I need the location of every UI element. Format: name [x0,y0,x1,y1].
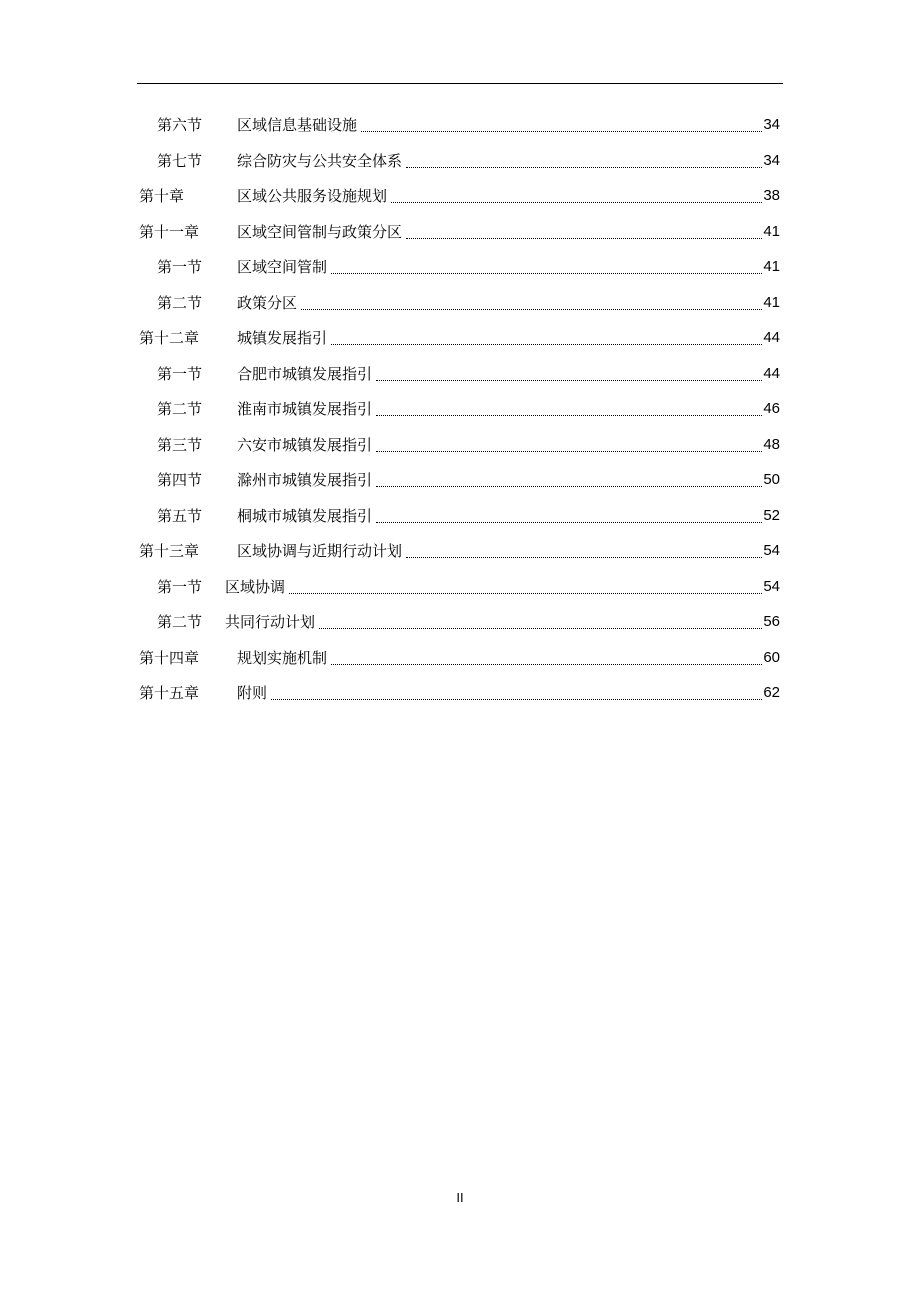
toc-entry-page: 44 [763,329,780,346]
toc-entry-label: 第二节 [157,613,203,631]
toc-entry-label: 第二节 [157,293,203,312]
toc-entry[interactable] [139,676,780,710]
toc-entry[interactable] [157,250,780,284]
toc-entry-page: 41 [763,293,780,311]
toc-entry-label: 第四节 [157,471,203,489]
toc-entry[interactable] [157,499,780,533]
toc-entry-label: 第一节 [157,364,203,383]
toc-dot-leader [376,463,762,497]
page-number: II [456,1190,464,1205]
toc-entry-label: 第五节 [157,506,203,525]
toc-entry-page: 60 [763,648,780,666]
toc-entry-title: 区域信息基础设施 [237,116,358,134]
toc-entry-page: 34 [763,151,780,169]
toc-entry-title: 六安市城镇发展指引 [237,435,373,454]
toc-entry-label: 第二节 [157,400,203,418]
toc-dot-leader [319,605,762,639]
toc-entry[interactable] [139,641,780,675]
toc-entry[interactable] [157,570,780,604]
toc-entry-label: 第六节 [157,116,203,134]
toc-dot-leader [331,641,762,675]
toc-dot-leader [331,321,762,355]
toc-entry[interactable] [157,286,780,320]
toc-entry-title: 政策分区 [237,293,298,312]
toc-entry[interactable] [139,534,780,568]
toc-entry-page: 41 [763,258,780,275]
toc-entry[interactable] [139,321,780,355]
header-rule [137,83,783,84]
toc-dot-leader [376,499,762,533]
toc-entry-title: 淮南市城镇发展指引 [237,400,373,418]
toc-dot-leader [376,428,762,462]
toc-entry[interactable] [157,605,780,639]
toc-entry-label: 第一节 [157,258,203,276]
toc-dot-leader [271,676,762,710]
toc-entry-title: 区域空间管制 [237,258,328,276]
toc-entry-page: 38 [763,187,780,204]
toc-entry-title: 共同行动计划 [225,613,316,631]
toc-dot-leader [301,286,762,320]
toc-entry-title: 区域协调与近期行动计划 [237,542,403,560]
toc-entry-label: 第十四章 [139,648,200,667]
toc-entry-page: 52 [763,506,780,524]
toc-dot-leader [361,108,762,142]
toc-entry-page: 44 [763,364,780,382]
toc-entry-label: 第十三章 [139,542,200,560]
toc-entry-page: 54 [763,542,780,559]
toc-entry-title: 附则 [237,684,268,702]
toc-dot-leader [406,144,762,178]
toc-entry-title: 区域协调 [225,577,286,596]
toc-entry[interactable] [157,463,780,497]
toc-entry-title: 合肥市城镇发展指引 [237,364,373,383]
toc-entry-page: 50 [763,471,780,488]
toc-entry-title: 城镇发展指引 [237,329,328,347]
toc-entry-page: 54 [763,577,780,595]
toc-entry-page: 46 [763,400,780,417]
toc-dot-leader [406,215,762,249]
toc-entry-title: 滁州市城镇发展指引 [237,471,373,489]
toc-dot-leader [376,392,762,426]
toc-entry-label: 第三节 [157,435,203,454]
toc-entry-title: 区域空间管制与政策分区 [237,222,403,241]
toc-entry[interactable] [157,392,780,426]
toc-entry[interactable] [157,357,780,391]
toc-entry-title: 区域公共服务设施规划 [237,187,388,205]
toc-dot-leader [331,250,762,284]
toc-entry[interactable] [139,179,780,213]
toc-entry-page: 48 [763,435,780,453]
toc-entry-page: 56 [763,613,780,630]
toc-entry-page: 34 [763,116,780,133]
toc-entry-label: 第十二章 [139,329,200,347]
toc-dot-leader [376,357,762,391]
toc-dot-leader [406,534,762,568]
toc-dot-leader [289,570,762,604]
toc-entry-label: 第十五章 [139,684,200,702]
toc-entry[interactable] [157,144,780,178]
toc-entry-title: 规划实施机制 [237,648,328,667]
toc-entry[interactable] [157,428,780,462]
toc-entry-label: 第十一章 [139,222,200,241]
toc-entry-label: 第十章 [139,187,185,205]
toc-entry-label: 第七节 [157,151,203,170]
toc-entry-page: 41 [763,222,780,240]
toc-entry[interactable] [157,108,780,142]
toc-entry-page: 62 [763,684,780,701]
toc-entry-title: 桐城市城镇发展指引 [237,506,373,525]
toc-dot-leader [391,179,762,213]
toc-entry-title: 综合防灾与公共安全体系 [237,151,403,170]
toc-entry-label: 第一节 [157,577,203,596]
toc-entry[interactable] [139,215,780,249]
